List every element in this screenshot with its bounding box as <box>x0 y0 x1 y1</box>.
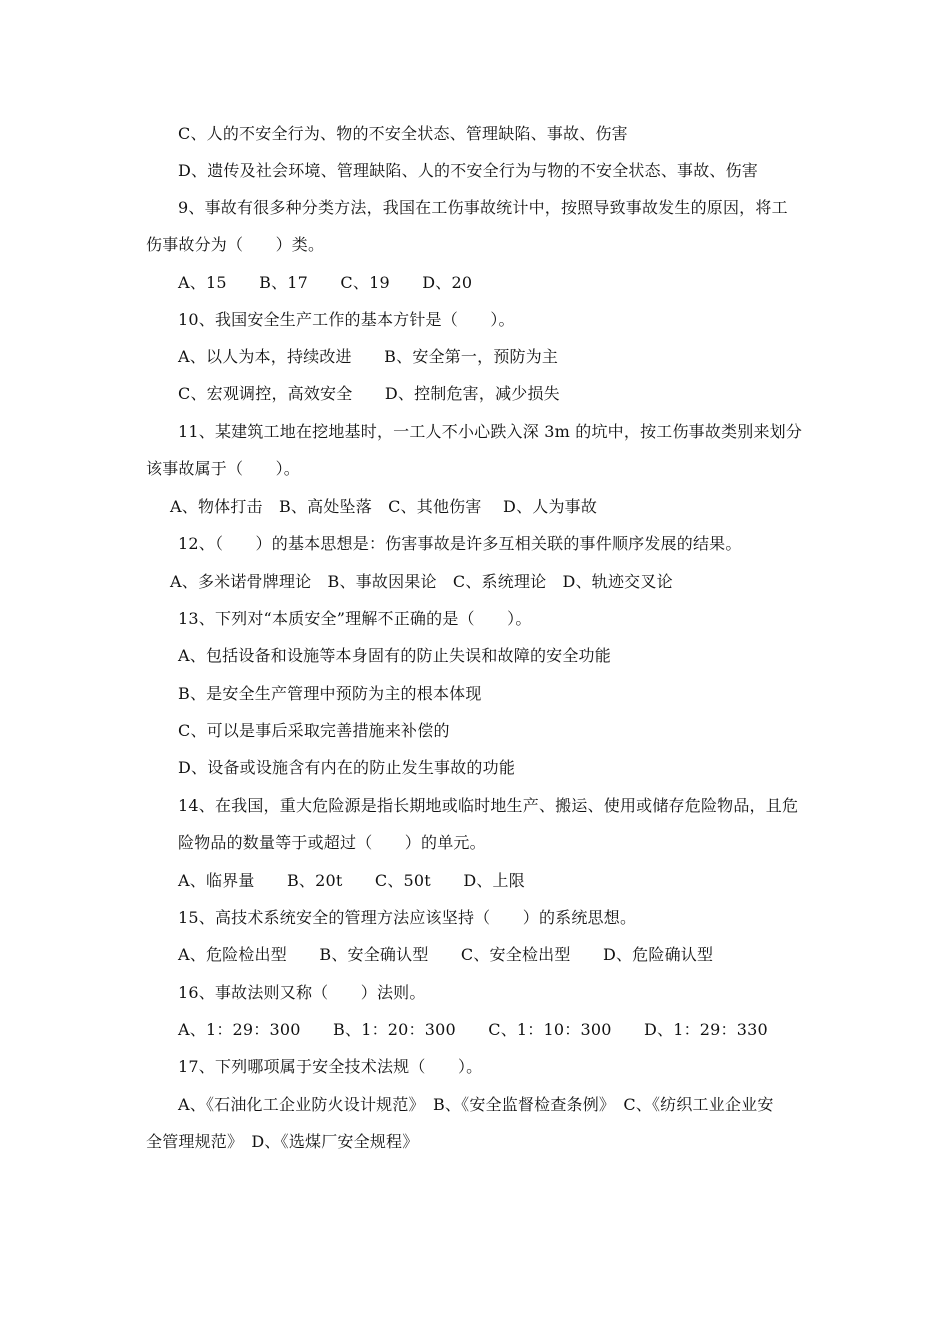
option-13a: A、包括设备和设施等本身固有的防止失误和故障的安全功能 <box>178 646 611 665</box>
options-10-cd: C、宏观调控，高效安全 D、控制危害，减少损失 <box>178 384 560 403</box>
question-11-line-1: 11、某建筑工地在挖地基时，一工人不小心跌入深 3m 的坑中，按工伤事故类别来划分 <box>178 422 803 441</box>
question-11-line-2: 该事故属于（ ）。 <box>146 459 301 478</box>
options-11: A、物体打击 B、高处坠落 C、其他伤害 D、人为事故 <box>170 497 598 516</box>
question-14-line-2: 险物品的数量等于或超过（ ）的单元。 <box>178 833 486 852</box>
option-13d: D、设备或设施含有内在的防止发生事故的功能 <box>178 758 516 777</box>
option-8c: C、人的不安全行为、物的不安全状态、管理缺陷、事故、伤害 <box>178 124 628 143</box>
question-14-line-1: 14、在我国，重大危险源是指长期地或临时地生产、搬运、使用或储存危险物品，且危 <box>178 796 799 815</box>
question-10: 10、我国安全生产工作的基本方针是（ ）。 <box>178 310 515 329</box>
options-17-line-1: A、《石油化工企业防火设计规范》 B、《安全监督检查条例》 C、《纺织工业企业安 <box>178 1095 774 1114</box>
option-8d: D、遗传及社会环境、管理缺陷、人的不安全行为与物的不安全状态、事故、伤害 <box>178 161 759 180</box>
options-15: A、危险检出型 B、安全确认型 C、安全检出型 D、危险确认型 <box>178 945 714 964</box>
question-16: 16、事故法则又称（ ）法则。 <box>178 983 426 1002</box>
question-15: 15、高技术系统安全的管理方法应该坚持（ ）的系统思想。 <box>178 908 637 927</box>
option-13b: B、是安全生产管理中预防为主的根本体现 <box>178 684 482 703</box>
question-17: 17、下列哪项属于安全技术法规（ ）。 <box>178 1057 483 1076</box>
options-12: A、多米诺骨牌理论 B、事故因果论 C、系统理论 D、轨迹交叉论 <box>170 572 673 591</box>
question-13: 13、下列对“本质安全”理解不正确的是（ ）。 <box>178 609 532 628</box>
options-17-line-2: 全管理规范》 D、《选煤厂安全规程》 <box>146 1132 419 1151</box>
options-10-ab: A、以人为本，持续改进 B、安全第一，预防为主 <box>178 347 559 366</box>
question-9-line-1: 9、事故有很多种分类方法，我国在工伤事故统计中，按照导致事故发生的原因，将工 <box>178 198 788 217</box>
options-16: A、1：29：300 B、1：20：300 C、1：10：300 D、1：29：330 <box>178 1020 768 1039</box>
option-13c: C、可以是事后采取完善措施来补偿的 <box>178 721 450 740</box>
question-12: 12、（ ）的基本思想是：伤害事故是许多互相关联的事件顺序发展的结果。 <box>178 534 742 553</box>
question-9-line-2: 伤事故分为（ ）类。 <box>146 235 325 254</box>
options-9: A、15 B、17 C、19 D、20 <box>178 273 473 292</box>
options-14: A、临界量 B、20t C、50t D、上限 <box>178 871 525 890</box>
